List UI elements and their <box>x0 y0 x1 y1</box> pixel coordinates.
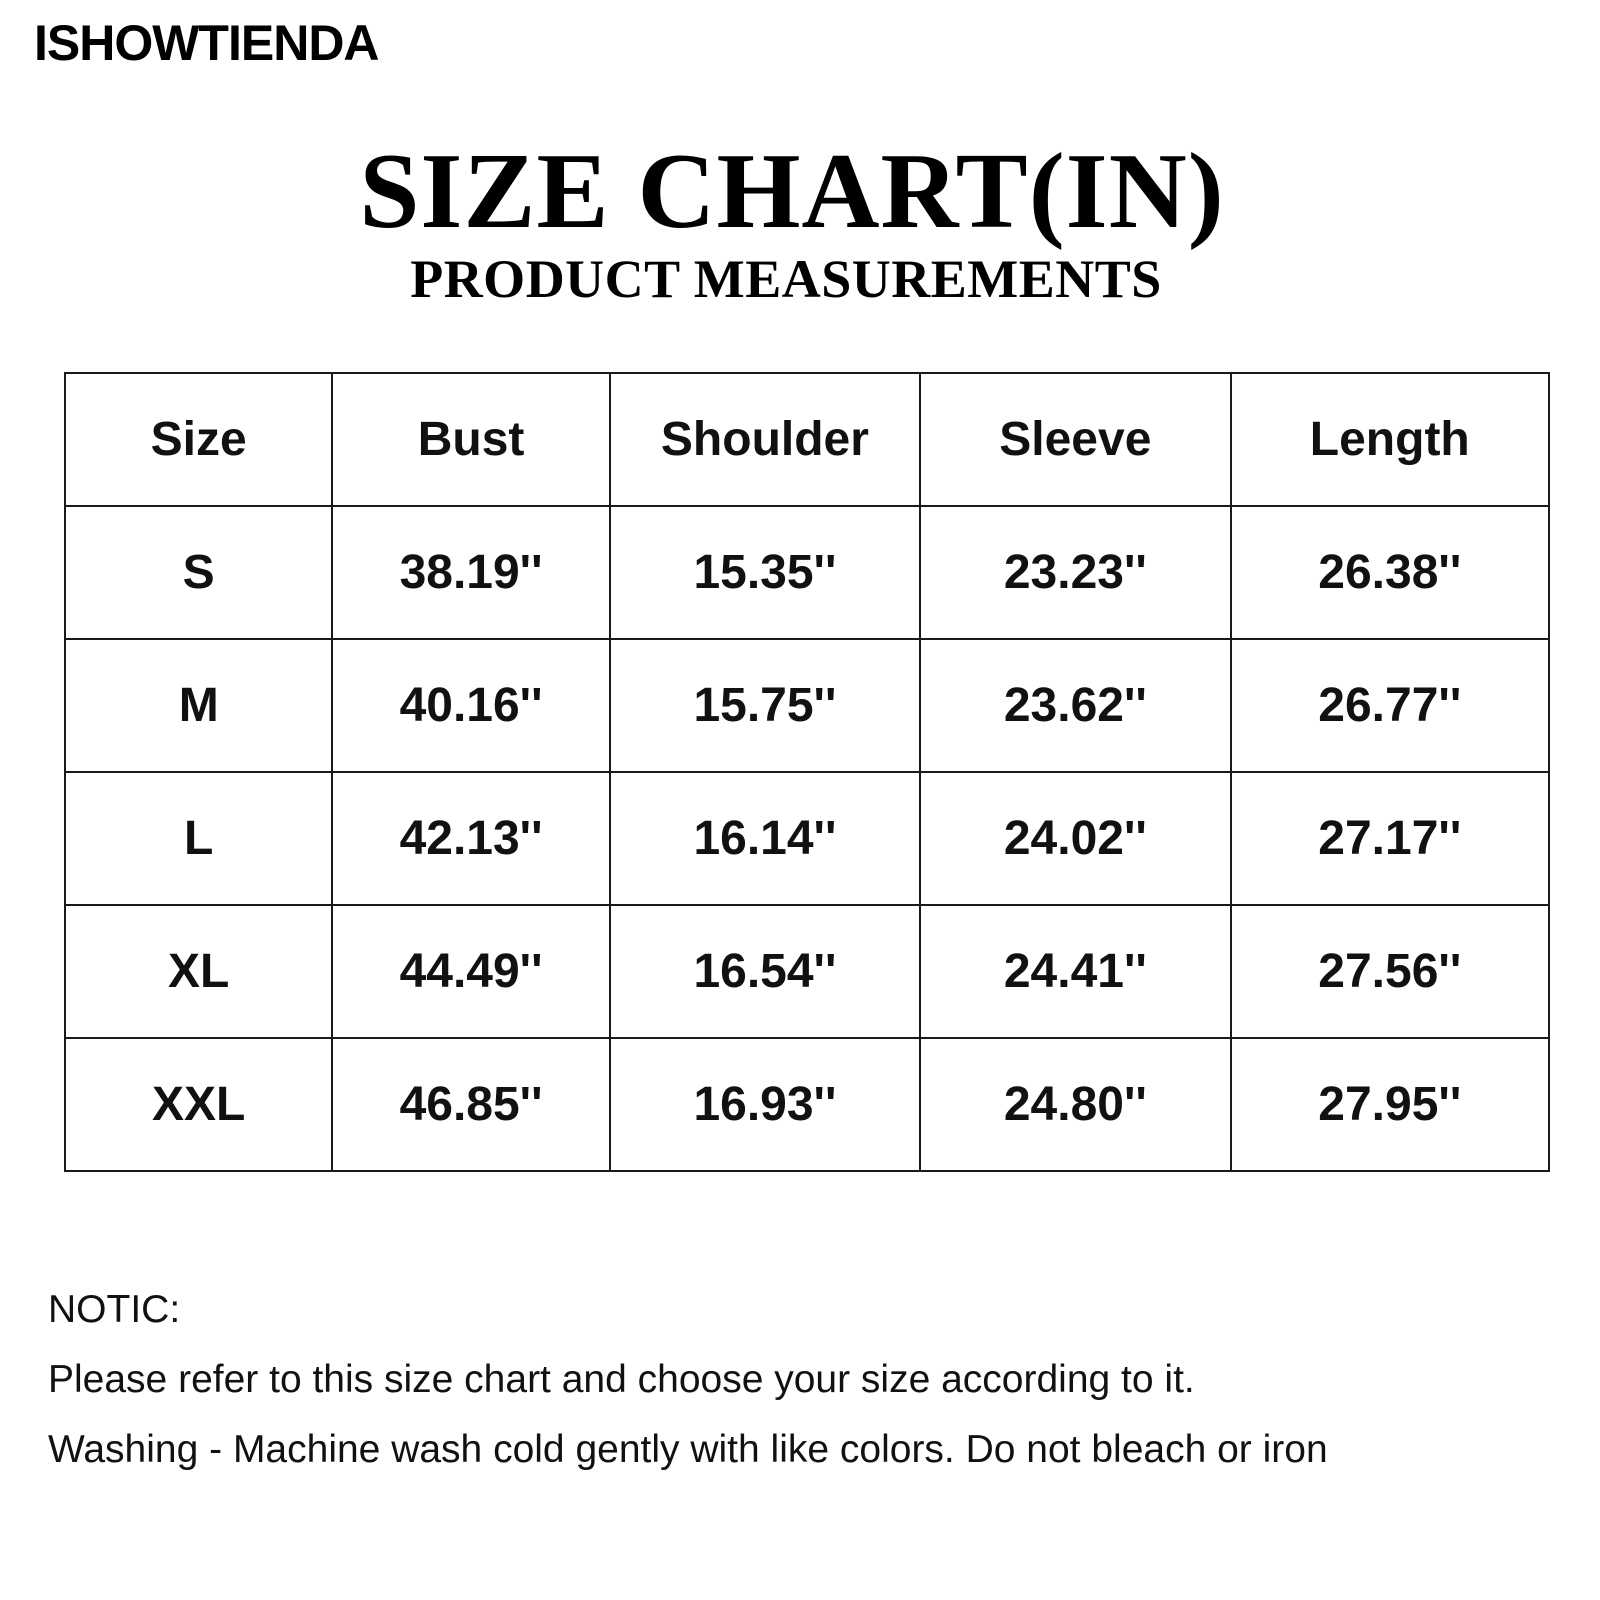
cell-shoulder: 16.93'' <box>610 1038 920 1171</box>
header-shoulder: Shoulder <box>610 373 920 506</box>
cell-size: M <box>65 639 332 772</box>
cell-length: 27.56'' <box>1231 905 1549 1038</box>
table-row <box>65 772 1549 905</box>
table-row <box>65 639 1549 772</box>
header-bust: Bust <box>332 373 609 506</box>
table-row <box>65 506 1549 639</box>
cell-shoulder: 15.35'' <box>610 506 920 639</box>
cell-sleeve: 24.41'' <box>920 905 1230 1038</box>
header-size: Size <box>65 373 332 506</box>
cell-size: S <box>65 506 332 639</box>
cell-length: 27.95'' <box>1231 1038 1549 1171</box>
cell-length: 26.38'' <box>1231 506 1549 639</box>
cell-shoulder: 16.54'' <box>610 905 920 1038</box>
notes-heading: NOTIC: <box>48 1288 181 1331</box>
cell-size: L <box>65 772 332 905</box>
table-row <box>65 1038 1549 1171</box>
cell-bust: 46.85'' <box>332 1038 609 1171</box>
header-length: Length <box>1231 373 1549 506</box>
cell-bust: 42.13'' <box>332 772 609 905</box>
cell-sleeve: 23.23'' <box>920 506 1230 639</box>
cell-length: 26.77'' <box>1231 639 1549 772</box>
page-title: SIZE CHART(IN) <box>359 132 1225 251</box>
cell-sleeve: 23.62'' <box>920 639 1230 772</box>
cell-size: XXL <box>65 1038 332 1171</box>
cell-bust: 44.49'' <box>332 905 609 1038</box>
page-subtitle: PRODUCT MEASUREMENTS <box>410 249 1162 309</box>
cell-shoulder: 15.75'' <box>610 639 920 772</box>
header-sleeve: Sleeve <box>920 373 1230 506</box>
note-washing: Washing - Machine wash cold gently with like colors. Do not bleach or iron <box>48 1428 1328 1471</box>
size-chart-table <box>64 372 1550 1172</box>
brand-name: ISHOWTIENDA <box>34 15 379 71</box>
cell-bust: 40.16'' <box>332 639 609 772</box>
table-row <box>65 905 1549 1038</box>
cell-length: 27.17'' <box>1231 772 1549 905</box>
note-size-advice: Please refer to this size chart and choose your size according to it. <box>48 1358 1195 1401</box>
table-header-row <box>65 373 1549 506</box>
cell-size: XL <box>65 905 332 1038</box>
cell-sleeve: 24.80'' <box>920 1038 1230 1171</box>
cell-sleeve: 24.02'' <box>920 772 1230 905</box>
cell-bust: 38.19'' <box>332 506 609 639</box>
cell-shoulder: 16.14'' <box>610 772 920 905</box>
notes-section <box>48 1290 1328 1500</box>
